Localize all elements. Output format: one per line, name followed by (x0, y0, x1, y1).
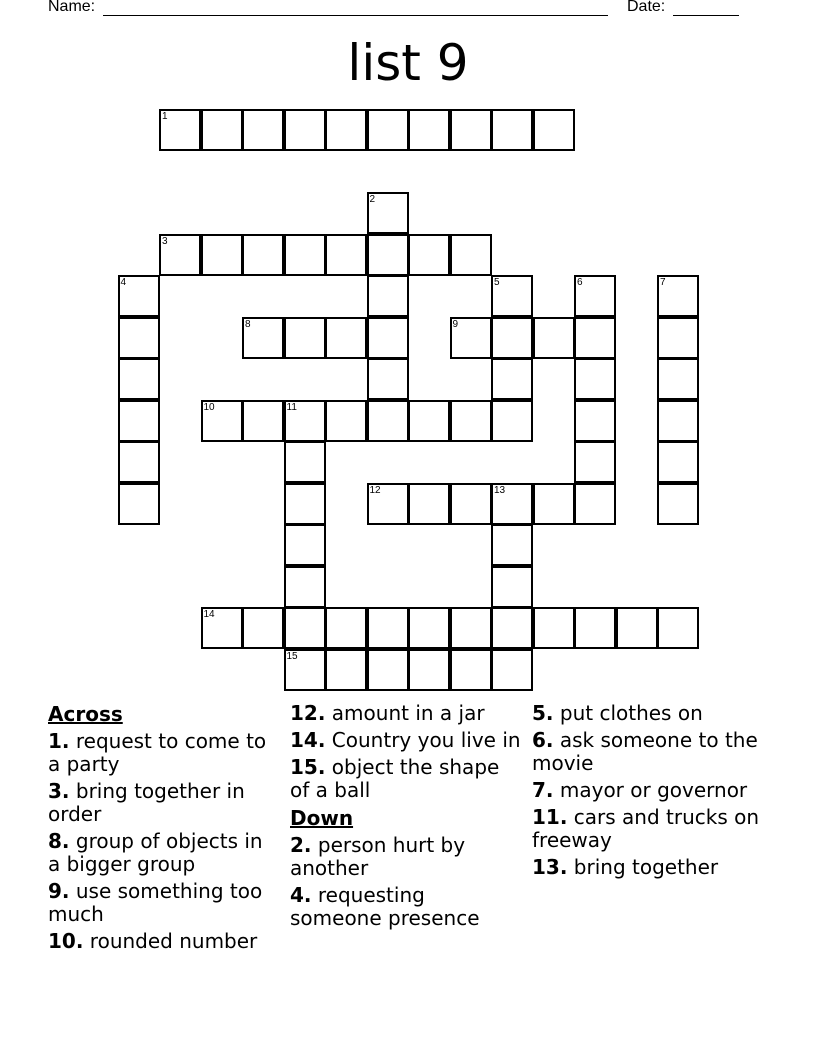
crossword-cell[interactable] (118, 400, 160, 442)
down-clue (532, 806, 772, 852)
down-clue (532, 856, 772, 879)
crossword-cell[interactable] (657, 317, 699, 359)
crossword-cell[interactable] (284, 566, 326, 608)
crossword-cell[interactable] (574, 317, 616, 359)
crossword-cell[interactable] (284, 441, 326, 483)
crossword-cell[interactable] (367, 192, 409, 234)
clue-number-label: 8 (245, 318, 251, 330)
crossword-cell[interactable] (491, 400, 533, 442)
clue-text: amount in a jar (325, 701, 485, 725)
crossword-cell[interactable] (367, 234, 409, 276)
crossword-cell[interactable] (242, 234, 284, 276)
crossword-cell[interactable] (118, 317, 160, 359)
clue-number: 2. (290, 833, 312, 857)
across-clue (290, 729, 522, 752)
crossword-cell[interactable] (450, 607, 492, 649)
crossword-cell[interactable] (284, 400, 326, 442)
crossword-cell[interactable] (118, 483, 160, 525)
crossword-cell[interactable] (533, 607, 575, 649)
clue-text: object the shape of a ball (290, 755, 500, 802)
crossword-cell[interactable] (408, 234, 450, 276)
crossword-cell[interactable] (201, 607, 243, 649)
crossword-cell[interactable] (325, 234, 367, 276)
crossword-cell[interactable] (491, 275, 533, 317)
clue-number-label: 14 (203, 609, 215, 620)
clue-number: 1. (48, 729, 70, 753)
crossword-cell[interactable] (325, 400, 367, 442)
clue-text: bring together (567, 855, 719, 879)
crossword-cell[interactable] (408, 400, 450, 442)
clue-number-label: 5 (494, 277, 500, 288)
crossword-cell[interactable] (284, 234, 326, 276)
crossword-cell[interactable] (450, 234, 492, 276)
crossword-cell[interactable] (491, 649, 533, 691)
clue-number: 4. (290, 883, 312, 907)
name-line[interactable] (103, 15, 608, 16)
crossword-cell[interactable] (284, 607, 326, 649)
crossword-cell[interactable] (657, 483, 699, 525)
crossword-cell[interactable] (657, 400, 699, 442)
crossword-cell[interactable] (450, 400, 492, 442)
crossword-cell[interactable] (491, 566, 533, 608)
crossword-cell[interactable] (533, 483, 575, 525)
crossword-cell[interactable] (450, 649, 492, 691)
clue-number-label: 1 (162, 111, 168, 122)
across-clue (48, 930, 278, 953)
crossword-cell[interactable] (574, 275, 616, 317)
across-clue (48, 780, 278, 826)
across-clue (48, 730, 278, 776)
across-clue (290, 702, 522, 725)
crossword-cell[interactable] (242, 607, 284, 649)
across-clue (48, 830, 278, 876)
crossword-cell[interactable] (491, 607, 533, 649)
clue-text: requesting someone presence (290, 883, 480, 930)
crossword-cell[interactable] (533, 109, 575, 151)
clue-text: request to come to a party (48, 729, 267, 776)
clue-text: ask someone to the movie (532, 728, 758, 775)
crossword-cell[interactable] (284, 524, 326, 566)
crossword-cell[interactable] (325, 109, 367, 151)
clue-number-label: 2 (369, 194, 376, 205)
crossword-cell[interactable] (491, 358, 533, 400)
crossword-cell[interactable] (367, 649, 409, 691)
clue-text: Country you live in (325, 728, 521, 752)
crossword-cell[interactable] (657, 358, 699, 400)
crossword-cell[interactable] (367, 109, 409, 151)
clue-number-label: 15 (286, 650, 298, 662)
crossword-cell[interactable] (574, 441, 616, 483)
clue-text: use something too much (48, 879, 263, 926)
crossword-cell[interactable] (574, 607, 616, 649)
down-heading: Down (290, 806, 354, 830)
crossword-cell[interactable] (242, 109, 284, 151)
clue-number: 3. (48, 779, 70, 803)
crossword-cell[interactable] (657, 275, 699, 317)
down-clue (290, 884, 522, 930)
name-label: Name: (48, 0, 96, 15)
crossword-cell[interactable] (408, 483, 450, 525)
crossword-cell[interactable] (118, 275, 160, 317)
crossword-cell[interactable] (367, 607, 409, 649)
crossword-cell[interactable] (657, 441, 699, 483)
crossword-cell[interactable] (242, 400, 284, 442)
page-title: list 9 (347, 34, 469, 92)
down-clue (532, 702, 772, 725)
clue-number-label: 7 (660, 277, 666, 288)
down-clue (532, 779, 772, 802)
crossword-cell[interactable] (201, 109, 243, 151)
clue-text: cars and trucks on freeway (532, 805, 760, 852)
clue-number: 11. (532, 805, 568, 829)
crossword-cell[interactable] (242, 317, 284, 359)
crossword-cell[interactable] (325, 317, 367, 359)
clue-number-label: 12 (369, 484, 381, 496)
crossword-cell[interactable] (367, 358, 409, 400)
across-clue (48, 880, 278, 926)
crossword-cell[interactable] (201, 234, 243, 276)
clue-number-label: 10 (203, 401, 215, 413)
crossword-cell[interactable] (367, 275, 409, 317)
crossword-cell[interactable] (118, 441, 160, 483)
crossword-cell[interactable] (491, 317, 533, 359)
crossword-cell[interactable] (325, 607, 367, 649)
crossword-cell[interactable] (367, 400, 409, 442)
clue-number: 6. (532, 728, 554, 752)
clue-number: 15. (290, 755, 326, 779)
crossword-cell[interactable] (574, 483, 616, 525)
crossword-cell[interactable] (450, 317, 492, 359)
crossword-cell[interactable] (284, 109, 326, 151)
clue-text: put clothes on (553, 701, 703, 725)
across-heading: Across (48, 702, 123, 726)
clue-number: 10. (48, 929, 84, 953)
down-clue (290, 834, 522, 880)
crossword-cell[interactable] (159, 109, 201, 151)
clue-text: group of objects in a bigger group (48, 829, 263, 876)
clue-number: 13. (532, 855, 568, 879)
clue-number: 5. (532, 701, 554, 725)
clue-number: 8. (48, 829, 70, 853)
crossword-cell[interactable] (533, 317, 575, 359)
clue-number-label: 9 (452, 318, 459, 330)
clue-text: mayor or governor (553, 778, 748, 802)
clue-number: 12. (290, 701, 326, 725)
crossword-cell[interactable] (616, 607, 658, 649)
crossword-cell[interactable] (574, 400, 616, 442)
crossword-cell[interactable] (491, 109, 533, 151)
date-line[interactable] (673, 15, 739, 16)
crossword-cell[interactable] (284, 317, 326, 359)
crossword-cell[interactable] (284, 483, 326, 525)
crossword-cell[interactable] (284, 649, 326, 691)
crossword-cell[interactable] (491, 483, 533, 525)
crossword-cell[interactable] (201, 400, 243, 442)
crossword-cell[interactable] (325, 649, 367, 691)
clue-number: 14. (290, 728, 326, 752)
crossword-cell[interactable] (408, 649, 450, 691)
crossword-cell[interactable] (408, 109, 450, 151)
crossword-cell[interactable] (118, 358, 160, 400)
date-label: Date: (627, 0, 666, 15)
clue-text: person hurt by another (290, 833, 466, 880)
crossword-cell[interactable] (408, 607, 450, 649)
clue-column-3 (532, 702, 772, 883)
crossword-cell[interactable] (491, 524, 533, 566)
crossword-cell[interactable] (367, 483, 409, 525)
clue-number-label: 13 (494, 484, 506, 496)
crossword-cell[interactable] (159, 234, 201, 276)
down-clue (532, 729, 772, 775)
clue-number-label: 6 (577, 277, 583, 288)
crossword-cell[interactable] (657, 607, 699, 649)
clue-column-2 (290, 702, 522, 934)
across-clue (290, 756, 522, 802)
crossword-cell[interactable] (367, 317, 409, 359)
clue-text: bring together in order (48, 779, 245, 826)
clue-text: rounded number (83, 929, 258, 953)
clue-number-label: 4 (120, 277, 127, 288)
crossword-cell[interactable] (574, 358, 616, 400)
crossword-cell[interactable] (450, 109, 492, 151)
clue-number: 7. (532, 778, 554, 802)
clue-number-label: 3 (162, 235, 168, 247)
clue-number-label: 11 (286, 401, 297, 413)
clue-number: 9. (48, 879, 70, 903)
crossword-cell[interactable] (450, 483, 492, 525)
clue-column-1 (48, 702, 278, 957)
